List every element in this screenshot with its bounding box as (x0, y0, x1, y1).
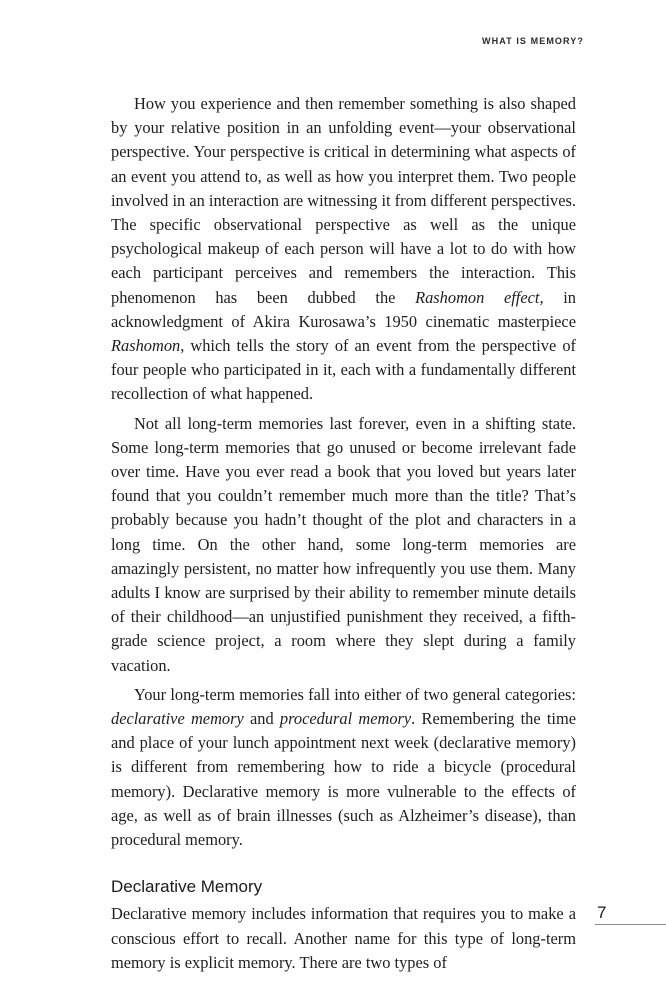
paragraph-memory-categories (111, 683, 576, 852)
running-head: WHAT IS MEMORY? (482, 36, 584, 46)
paragraph-text: and (243, 709, 280, 729)
paragraph-text: How you experience and then remember something is also shaped by your relative position in an unfolding event—your observational perspective. Your perspective is critical in determining what aspects of an event you attend to, as well as how you interpret them. Two people involved in an interaction are witnessing it from different perspectives. The specific observational perspective as well as the unique psychological makeup of each person will have a lot to do with how each participant perceives and remembers the interaction. This phenomenon has been dubbed the (111, 94, 576, 307)
paragraph-text: , in acknowledgment of Akira Kurosawa’s 1950 cinematic masterpiece (111, 287, 576, 331)
section-heading: Declarative Memory (111, 877, 263, 897)
italic-term: declarative memory (111, 709, 244, 729)
body-text (111, 92, 576, 980)
page-number: 7 (597, 903, 607, 922)
paragraph-text: . Remembering the time and place of your lunch appointment next week (declarative memory) is different from remembering how to ride a bicycle (procedural memory). Declarative memory is more vulnerable to the effects of age, as well as of brain illnesses (such as Alzheimer’s disease), than procedural memory. (111, 709, 576, 850)
italic-term: Rashomon effect (415, 287, 540, 307)
paragraph-declarative-memory: Declarative memory includes information that requires you to make a conscious effort to recall. Another name for this type of long-term memory is explicit memory. There are two types of (111, 904, 576, 972)
paragraph-long-term-memories: Not all long-term memories last forever, even in a shifting state. Some long-term memories that go unused or become irrelevant fade over time. Have you ever read a book that you loved but years later found that you couldn’t remember much more than the title? That’s probably because you hadn’t thought of the plot and characters in a long time. On the other hand, some long-term memories are amazingly persistent, no matter how infrequently you use them. Many adults I know are surprised by their ability to remember minute details of their childhood—an unjustified punishment they received, a fifth-grade science project, a room where they slept during a family vacation. (111, 413, 576, 675)
paragraph-observational-perspective (111, 92, 576, 407)
italic-term: procedural memory (279, 709, 412, 729)
paragraph-text: Your long-term memories fall into either of two general categories: (134, 684, 576, 704)
paragraph-text: , which tells the story of an event from the perspective of four people who participated in it, each with a fundamentally different recollection of what happened. (111, 336, 576, 404)
italic-title: Rashomon (111, 336, 181, 356)
page-number-rule (595, 924, 666, 925)
